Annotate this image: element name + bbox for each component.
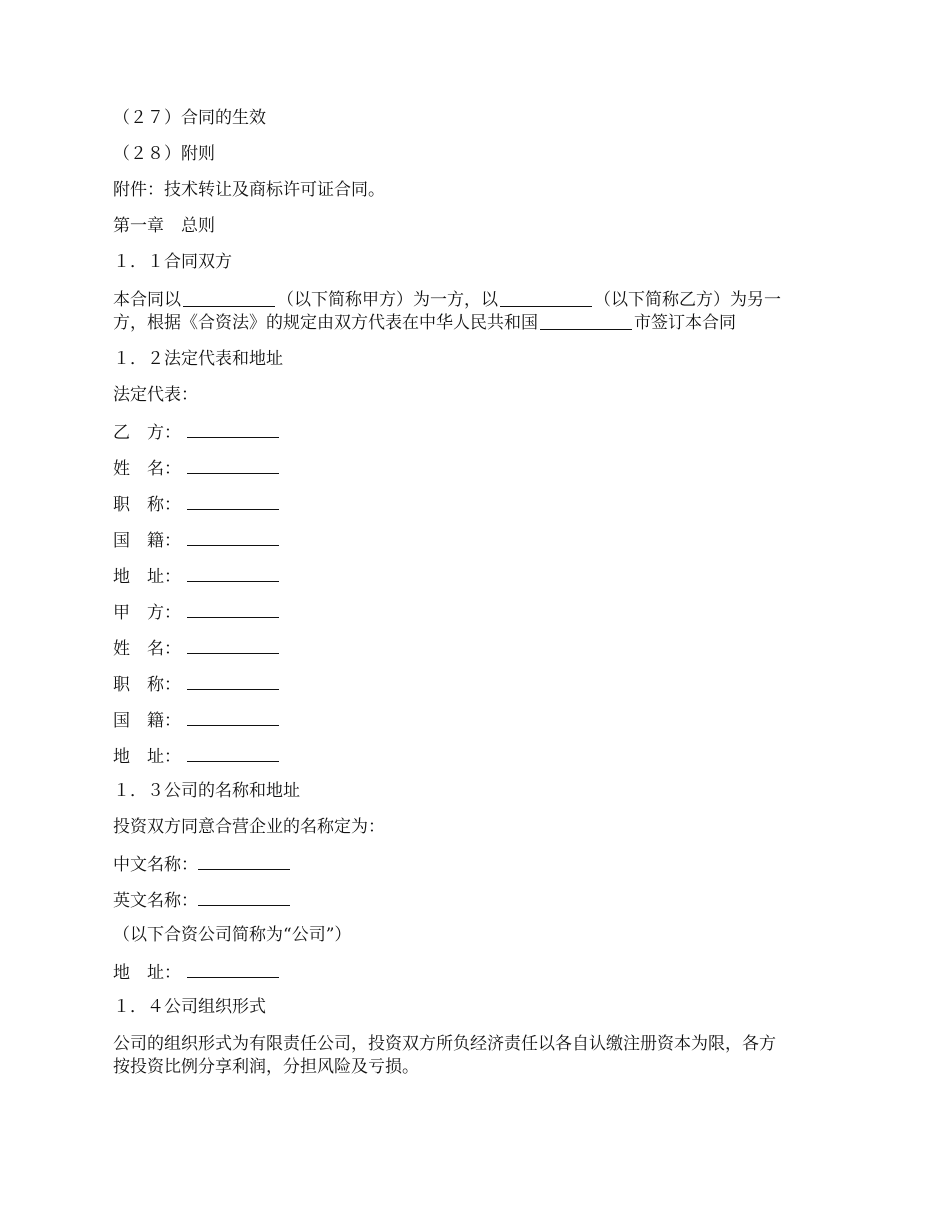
field-label: 地 址：	[113, 963, 181, 983]
blank-field[interactable]	[187, 601, 279, 618]
paragraph-line	[113, 311, 843, 334]
section-1-1-heading: １．１合同双方	[113, 252, 232, 272]
field-row	[113, 565, 843, 586]
field-label: 姓 名：	[113, 639, 181, 659]
company-name-intro: 投资双方同意合营企业的名称定为：	[113, 817, 385, 837]
paragraph-line	[113, 288, 843, 311]
field-row	[113, 637, 843, 658]
field-label: 乙 方：	[113, 423, 181, 443]
blank-field[interactable]	[187, 673, 279, 690]
field-row	[113, 853, 843, 874]
blank-signing-city[interactable]	[540, 313, 632, 330]
blank-field[interactable]	[187, 421, 279, 438]
field-row	[113, 421, 843, 442]
field-row	[113, 961, 843, 982]
section-1-3-heading: １．３公司的名称和地址	[113, 781, 300, 801]
section-1-2-heading: １．２法定代表和地址	[113, 349, 283, 369]
document-page	[113, 108, 843, 1079]
field-row	[113, 457, 843, 478]
text-segment: （以下简称甲方）为一方，以	[277, 290, 498, 310]
paragraph-line: 按投资比例分享利润，分担风险及亏损。	[113, 1057, 419, 1077]
legal-rep-intro: 法定代表：	[113, 385, 198, 405]
field-row	[113, 601, 843, 622]
field-row	[113, 709, 843, 730]
field-row	[113, 745, 843, 766]
blank-field[interactable]	[187, 493, 279, 510]
chapter-1-title: 第一章 总则	[113, 216, 215, 236]
blank-field[interactable]	[187, 745, 279, 762]
blank-english-name[interactable]	[198, 889, 290, 906]
field-row	[113, 889, 843, 910]
field-row	[113, 529, 843, 550]
blank-field[interactable]	[187, 637, 279, 654]
blank-field[interactable]	[187, 565, 279, 582]
field-label: 英文名称：	[113, 891, 198, 911]
section-1-1-paragraph	[113, 288, 843, 334]
field-label: 职 称：	[113, 675, 181, 695]
field-row	[113, 493, 843, 514]
attachment-note: 附件：技术转让及商标许可证合同。	[113, 180, 385, 200]
field-label: 国 籍：	[113, 531, 181, 551]
blank-field[interactable]	[187, 457, 279, 474]
blank-company-address[interactable]	[187, 961, 279, 978]
blank-field[interactable]	[187, 709, 279, 726]
blank-chinese-name[interactable]	[198, 853, 290, 870]
field-label: 地 址：	[113, 567, 181, 587]
company-abbreviation-note: （以下合资公司简称为“公司”）	[113, 925, 352, 945]
blank-party-b-name[interactable]	[500, 290, 592, 307]
text-segment: 本合同以	[113, 290, 181, 310]
text-segment: 市签订本合同	[634, 313, 736, 333]
text-segment: 方，根据《合资法》的规定由双方代表在中华人民共和国	[113, 313, 538, 333]
toc-item-28: （２８）附则	[113, 144, 215, 164]
field-label: 甲 方：	[113, 603, 181, 623]
field-label: 中文名称：	[113, 855, 198, 875]
text-segment: （以下简称乙方）为另一	[594, 290, 781, 310]
field-label: 职 称：	[113, 495, 181, 515]
blank-field[interactable]	[187, 529, 279, 546]
field-label: 国 籍：	[113, 711, 181, 731]
blank-party-a-name[interactable]	[183, 290, 275, 307]
paragraph-line: 公司的组织形式为有限责任公司，投资双方所负经济责任以各自认缴注册资本为限，各方	[113, 1034, 776, 1054]
toc-item-27: （２７）合同的生效	[113, 108, 266, 128]
field-label: 地 址：	[113, 747, 181, 767]
section-1-4-paragraph	[113, 1033, 843, 1079]
field-row	[113, 673, 843, 694]
field-label: 姓 名：	[113, 459, 181, 479]
section-1-4-heading: １．４公司组织形式	[113, 997, 266, 1017]
